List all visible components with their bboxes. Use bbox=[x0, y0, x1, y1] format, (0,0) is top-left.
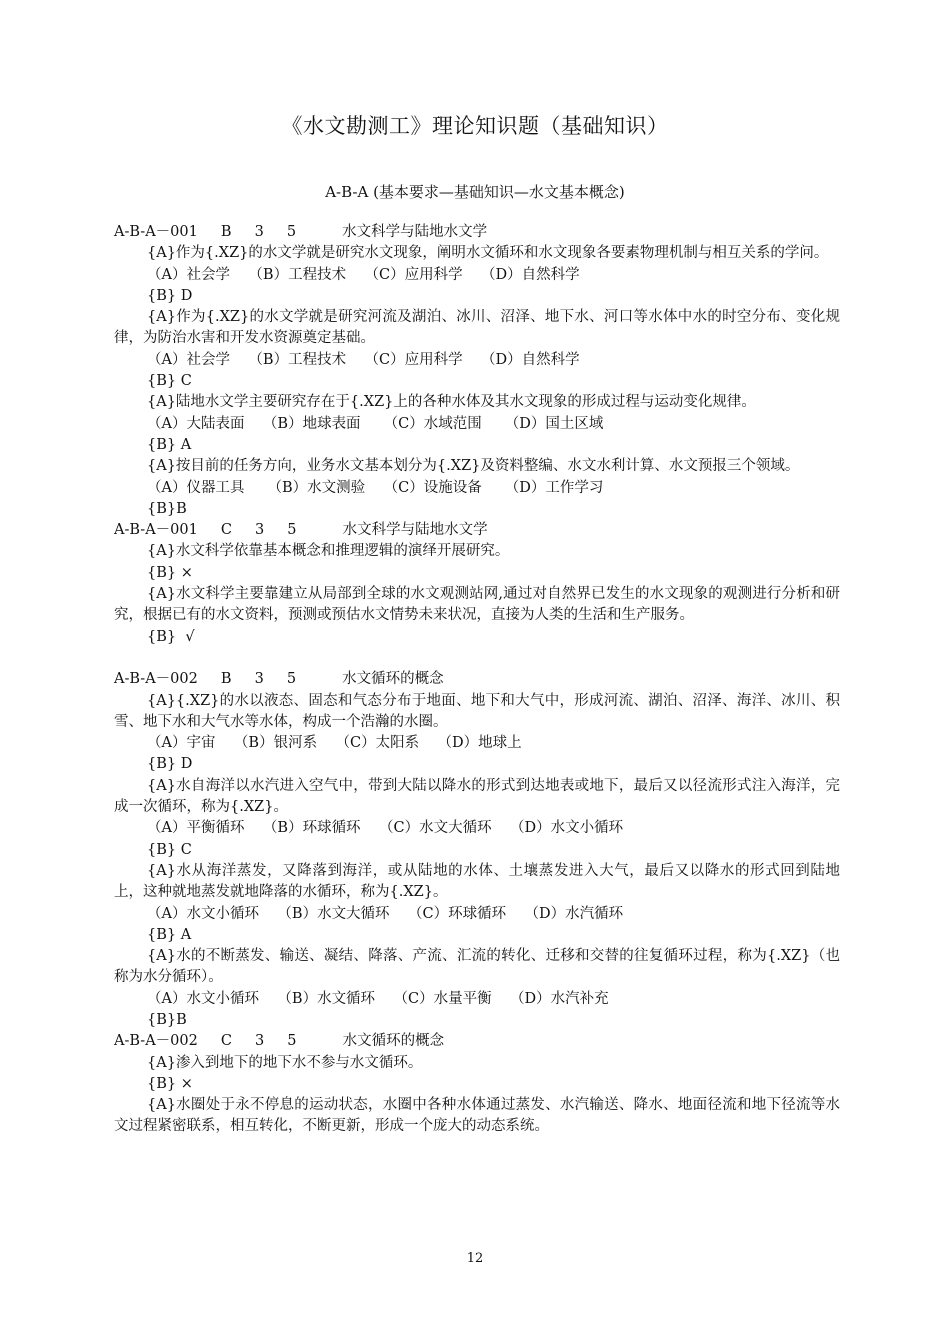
question-text: {A}水圈处于永不停息的运动状态，水圈中各种水体通过蒸发、水汽输送、降水、地面径流和地下径流等水文过程紧密联系，相互转化，不断更新，形成一个庞大的动态系统。 bbox=[114, 1097, 840, 1135]
document-title: 《水文勘测工》理论知识题（基础知识） bbox=[281, 114, 669, 138]
question-line: {B}B bbox=[147, 1011, 187, 1028]
question-list bbox=[114, 222, 840, 1138]
question-line: （A）社会学 （B）工程技术 （C）应用科学 （D）自然科学 bbox=[147, 266, 580, 283]
question-text: {A}按目前的任务方向，业务水文基本划分为{.XZ}及资料整编、水文水利计算、水文预报三个领域。 bbox=[147, 458, 800, 475]
page-number: 12 bbox=[466, 1251, 484, 1266]
question-text: {A}水从海洋蒸发，又降落到海洋，或从陆地的水体、土壤蒸发进入大气，最后又以降水的形式回到陆地上，这种就地蒸发就地降落的水循环，称为{.XZ}。 bbox=[114, 862, 840, 901]
question-text: {A}水的不断蒸发、输送、凝结、降落、产流、汇流的转化、迁移和交替的往复循环过程，称为{.XZ}（也称为水分循环）。 bbox=[114, 948, 840, 986]
question-line: {A}水文科学依靠基本概念和推理逻辑的演绎开展研究。 bbox=[147, 543, 510, 560]
question-line: （A）大陆表面 （B）地球表面 （C）水域范围 （D）国土区域 bbox=[147, 415, 604, 432]
question-text: {A}作为{.XZ}的水文学就是研究河流及湖泊、冰川、沼泽、地下水、河口等水体中水的时空分布、变化规律，为防治水害和开发水资源奠定基础。 bbox=[114, 309, 840, 347]
question-group-header: A-B-A－002 B 3 5 水文循环的概念 bbox=[114, 671, 444, 688]
question-text: {A}作为{.XZ}的水文学就是研究水文现象，阐明水文循环和水文现象各要素物理机制与相互关系的学问。 bbox=[147, 245, 829, 262]
question-group-header: A-B-A－001 B 3 5 水文科学与陆地水文学 bbox=[114, 224, 488, 240]
question-line: （A）水文小循环 （B）水文循环 （C）水量平衡 （D）水汽补充 bbox=[147, 990, 609, 1007]
question-group-header: A-B-A－001 C 3 5 水文科学与陆地水文学 bbox=[114, 522, 488, 539]
question-text: {A}{.XZ}的水以液态、固态和气态分布于地面、地下和大气中，形成河流、湖泊、沼泽、海洋、冰川、积雪、地下水和大气水等水体，构成一个浩瀚的水圈。 bbox=[114, 692, 840, 730]
question-line: {B} × bbox=[147, 1075, 193, 1092]
question-line: {B} C bbox=[147, 373, 192, 390]
question-line: （A）宇宙 （B）银河系 （C）太阳系 （D）地球上 bbox=[147, 735, 522, 752]
spacer bbox=[114, 648, 840, 669]
question-line: {B} D bbox=[147, 287, 193, 304]
question-line: （A）平衡循环 （B）环球循环 （C）水文大循环 （D）水文小循环 bbox=[147, 820, 624, 837]
question-text: {A}水文科学主要靠建立从局部到全球的水文观测站网,通过对自然界已发生的水文现象的观测进行分析和研究，根据已有的水文资料，预测或预估水文情势未来状况，直接为人类的生活和生产服务。 bbox=[114, 586, 840, 624]
question-line: {B} C bbox=[147, 841, 192, 858]
question-line: {B} A bbox=[147, 436, 192, 453]
question-line: {B}B bbox=[147, 500, 187, 517]
question-line: {B} × bbox=[147, 564, 193, 581]
question-line: （A）仪器工具 （B）水文测验 （C）设施设备 （D）工作学习 bbox=[147, 479, 604, 496]
question-line: {B} √ bbox=[147, 628, 195, 645]
question-line: （A）社会学 （B）工程技术 （C）应用科学 （D）自然科学 bbox=[147, 351, 580, 368]
question-text: {A}陆地水文学主要研究存在于{.XZ}上的各种水体及其水文现象的形成过程与运动变化规律。 bbox=[147, 394, 756, 411]
question-group-header: A-B-A－002 C 3 5 水文循环的概念 bbox=[114, 1033, 445, 1050]
question-text: {A}水自海洋以水汽进入空气中，带到大陆以降水的形式到达地表或地下，最后又以径流形式注入海洋，完成一次循环，称为{.XZ}。 bbox=[114, 777, 840, 816]
question-line: {B} D bbox=[147, 756, 193, 773]
section-heading: A-B-A (基本要求—基础知识—水文基本概念) bbox=[325, 183, 625, 201]
question-line: {B} A bbox=[147, 926, 192, 943]
question-line: {A}渗入到地下的地下水不参与水文循环。 bbox=[147, 1054, 423, 1071]
question-line: （A）水文小循环 （B）水文大循环 （C）环球循环 （D）水汽循环 bbox=[147, 905, 624, 922]
